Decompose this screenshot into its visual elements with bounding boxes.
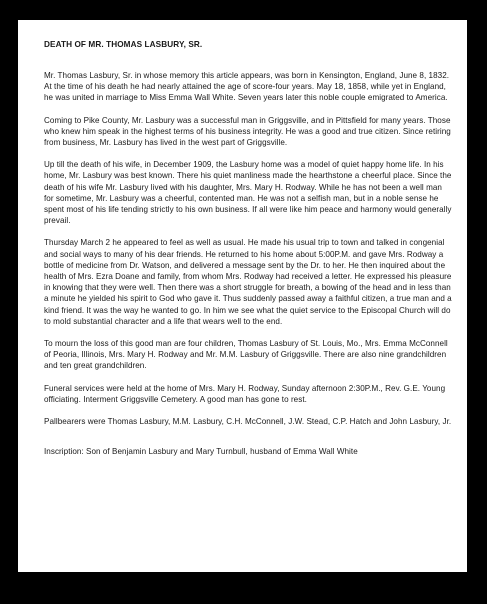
document-page (18, 20, 467, 572)
paragraph-funeral: Funeral services were held at the home of Mrs. Mary H. Rodway, Sunday afternoon 2:30P.M., Rev. G.E. Young officiating. Interment Griggsville Cemetery. A good man has gone to rest. (44, 383, 446, 404)
paragraph-survivors: To mourn the loss of this good man are four children, Thomas Lasbury of St. Louis, Mo., Mrs. Emma McConnell of Peoria, Illinois, Mrs. Mary H. Rodway and Mr. M.M. Lasbury of Griggsville. There are also nine grandchildren and ten great grandchildren. (44, 339, 448, 371)
article-title: DEATH OF MR. THOMAS LASBURY, SR. (44, 40, 203, 49)
paragraph-home-life: Up till the death of his wife, in December 1909, the Lasbury home was a model of quiet happy home life. In his home, Mr. Lasbury was best known. There his quiet manliness made the hearthstone a cheerful place. Since the death of his wife Mr. Lasbury lived with his daughter, Mrs. Mary H. Rodway. While he has not been a well man for sometime, Mr. Lasbury was a cheerful, contented man. He was not a selfish man, but in a noble sense he spent most of his life tending strictly to his own business. If all were like him peace and harmony would generally prevail. (44, 160, 452, 226)
paragraph-pallbearers: Pallbearers were Thomas Lasbury, M.M. Lasbury, C.H. McConnell, J.W. Stead, C.P. Hatch and John Lasbury, Jr. (44, 417, 452, 427)
paragraph-pike-county: Coming to Pike County, Mr. Lasbury was a successful man in Griggsville, and in Pittsfield for many years. Those who knew him speak in the highest terms of his business integrity. He was a good and true citizen. Since retiring from business, Mr. Lasbury has lived in the west part of Griggsville. (44, 115, 451, 148)
inscription-text: Inscription: Son of Benjamin Lasbury and Mary Turnbull, husband of Emma Wall White (44, 447, 358, 457)
paragraph-death: Thursday March 2 he appeared to feel as well as usual. He made his usual trip to town and talked in congenial and social ways to many of his dear friends. He returned to his home about 5:00P.M. and gave Mrs. Rodway a bottle of medicine from Dr. Watson, and delivered a message sent by the Dr. to her. He then inquired about the health of Mrs. Ezra Doane and family, from whom Mrs. Rodway had received a letter. He expressed his pleasure in knowing that they were well. Then there was a short struggle for breath, a bowing of the head and in less than a minute he yielded his spirit to God who gave it. Thus suddenly passed away a faithful citizen, a true man and a kind friend. It was the way he wanted to go. In him we see what the quiet service to the Episcopal Church will do to mold substantial character and a life that wears well to the end. (44, 238, 452, 326)
paragraph-biography: Mr. Thomas Lasbury, Sr. in whose memory this article appears, was born in Kensington, England, June 8, 1832. At the time of his death he had nearly attained the age of score-four years. May 18, 1858, while yet in England, he was united in marriage to Miss Emma Wall White. Seven years later this noble couple emigrated to America. (44, 71, 450, 103)
